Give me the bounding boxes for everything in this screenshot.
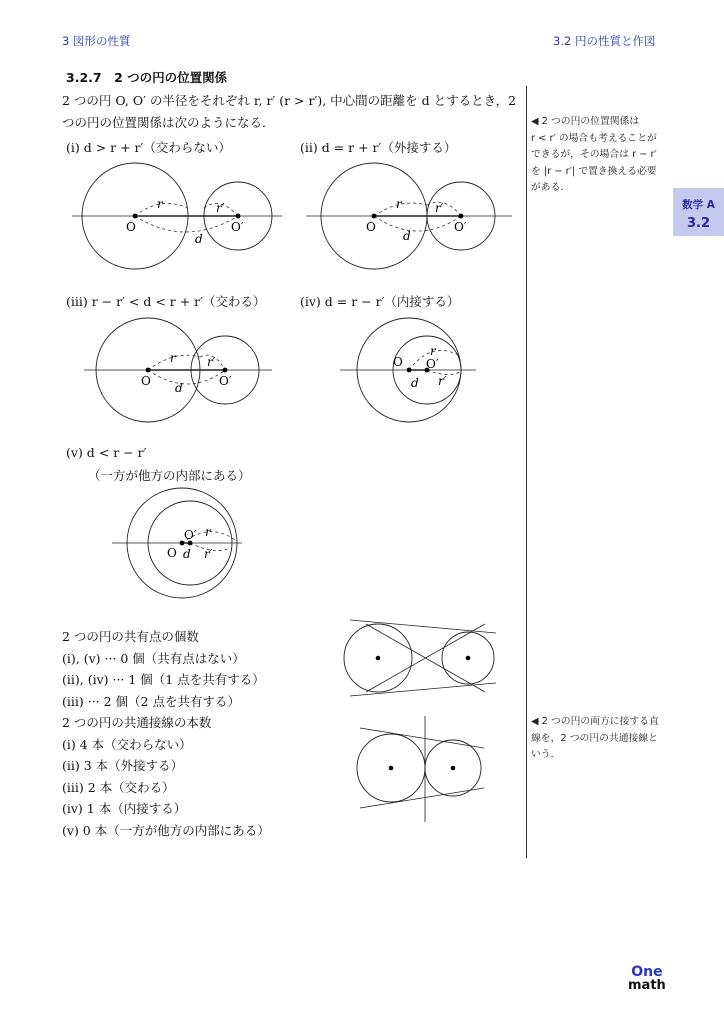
label-rp: r′ xyxy=(438,374,447,388)
case-v-label: (v) d < r − r′ xyxy=(66,445,147,460)
logo-line-1: One xyxy=(631,964,663,980)
section-header: 3.2 円の性質と作図 xyxy=(553,34,656,48)
chapter-header: 3 図形の性質 xyxy=(62,34,131,48)
side-note-line: 線を，2 つの円の共通接線と xyxy=(531,732,658,744)
case-iii-label: (iii) r − r′ < d < r + r′（交わる） xyxy=(66,294,266,309)
common-points-line: (ii), (iv) ··· 1 個（1 点を共有する） xyxy=(62,672,265,687)
tab-subject: 数学 A xyxy=(682,199,715,211)
side-note-line: いう． xyxy=(531,749,561,760)
chapter-tab xyxy=(673,188,724,236)
logo-line-2: math xyxy=(628,978,666,993)
label-r: r xyxy=(157,197,163,211)
label-d: d xyxy=(183,547,191,561)
label-O: O xyxy=(126,220,136,234)
label-O: O xyxy=(366,220,376,234)
label-Op: O′ xyxy=(426,357,439,371)
side-note-line: ◀ 2 つの円の両方に接する直 xyxy=(531,716,659,727)
label-d: d xyxy=(195,232,203,246)
label-r: r xyxy=(170,351,176,365)
label-Op: O′ xyxy=(184,528,197,542)
section-title: 3.2.7 2 つの円の位置関係 xyxy=(66,70,228,85)
label-d: d xyxy=(411,376,419,390)
tangents-line: (iv) 1 本（内接する） xyxy=(62,801,187,816)
side-note-2 xyxy=(531,714,669,764)
intro-line-2: つの円の位置関係は次のようになる． xyxy=(62,115,275,130)
case-iv-label: (iv) d = r − r′（内接する） xyxy=(300,294,460,309)
label-rp: r′ xyxy=(204,547,213,561)
common-points-line: (i), (v) ··· 0 個（共有点はない） xyxy=(62,650,245,666)
label-r: r xyxy=(430,344,436,358)
label-O: O xyxy=(167,546,177,560)
common-points-line: (iii) ··· 2 個（2 点を共有する） xyxy=(62,693,240,709)
label-r: r xyxy=(205,525,211,539)
side-note-line: できるが，その場合は r − r′ xyxy=(531,149,657,160)
side-note-line: r < r′ の場合も考えることが xyxy=(531,132,657,144)
side-note-1 xyxy=(531,114,669,197)
label-O: O xyxy=(393,355,403,369)
tangents-line: (i) 4 本（交わらない） xyxy=(62,736,192,752)
intro-line-1: 2 つの円 O, O′ の半径をそれぞれ r, r′ (r > r′), 中心間の距離を d とするとき，2 xyxy=(62,93,517,108)
label-Op: O′ xyxy=(231,220,244,234)
label-rp: r′ xyxy=(216,201,225,215)
label-rp: r′ xyxy=(435,201,444,215)
label-Op: O′ xyxy=(454,220,467,234)
tangents-line: (ii) 3 本（外接する） xyxy=(62,758,184,773)
common-points-title: 2 つの円の共有点の個数 xyxy=(62,629,199,644)
case-i-label: (i) d > r + r′（交わらない） xyxy=(66,140,231,155)
label-rp: r′ xyxy=(207,355,216,369)
side-note-line: を |r − r′| で置き換える必要 xyxy=(531,165,657,177)
side-note-line: がある． xyxy=(531,182,571,193)
label-O: O xyxy=(141,374,151,388)
label-d: d xyxy=(175,381,183,395)
tangents-line: (iii) 2 本（交わる） xyxy=(62,779,175,795)
label-r: r xyxy=(396,197,402,211)
tangents-line: (v) 0 本（一方が他方の内部にある） xyxy=(62,822,270,838)
tab-section: 3.2 xyxy=(686,216,711,231)
case-ii-label: (ii) d = r + r′（外接する） xyxy=(300,140,457,155)
label-d: d xyxy=(403,229,411,243)
label-Op: O′ xyxy=(219,374,232,388)
case-v-sublabel: （一方が他方の内部にある） xyxy=(88,468,251,483)
side-note-line: ◀ 2 つの円の位置関係は xyxy=(531,116,640,127)
tangents-title: 2 つの円の共通接線の本数 xyxy=(62,715,212,730)
onemath-logo xyxy=(628,965,666,993)
